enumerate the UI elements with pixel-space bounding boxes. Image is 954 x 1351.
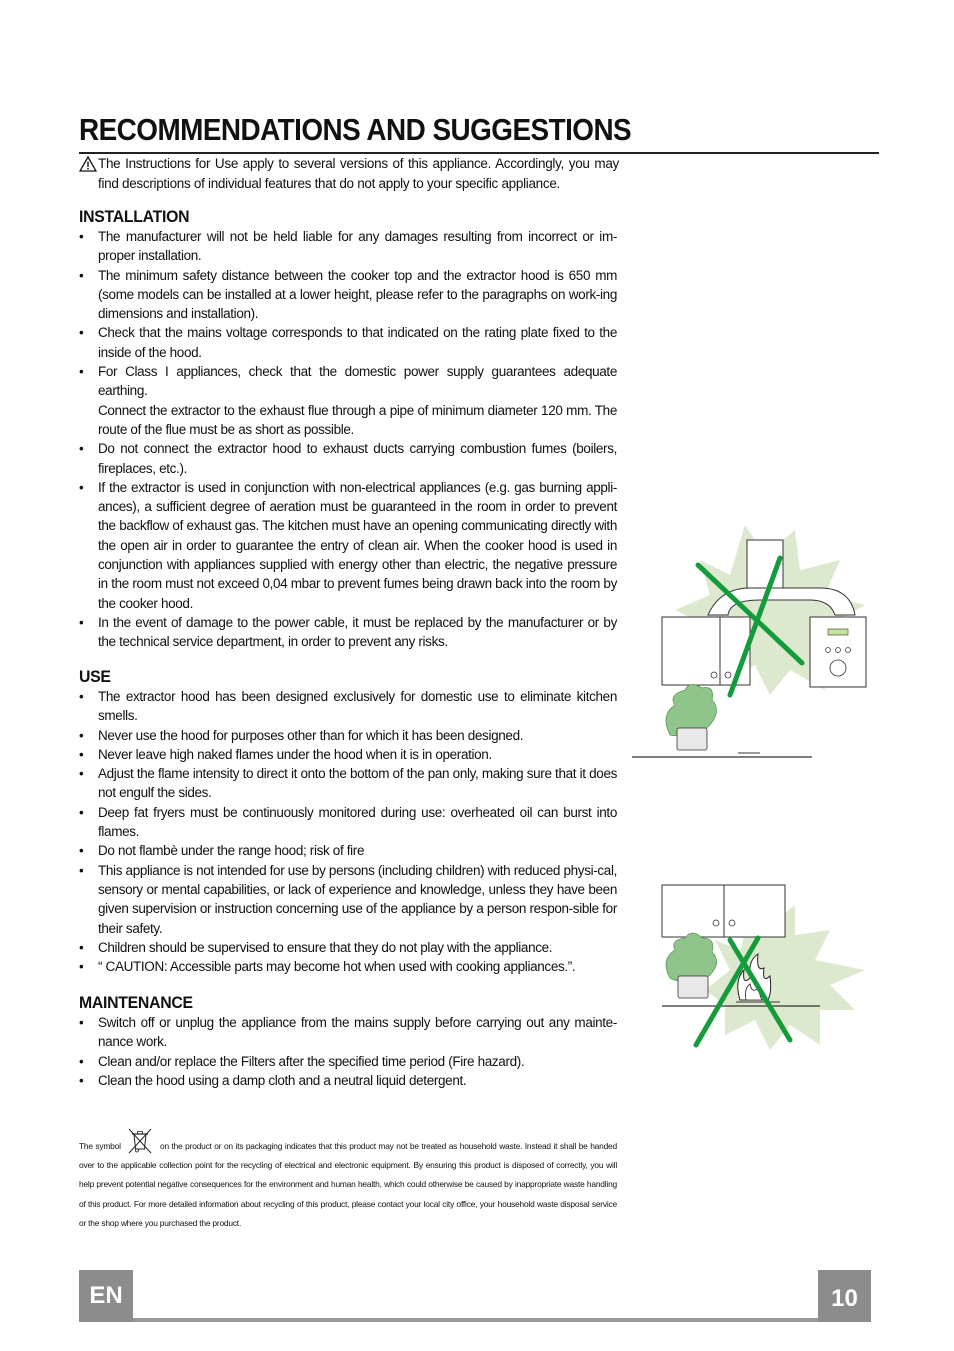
language-badge: EN <box>79 1270 133 1322</box>
list-item <box>79 362 617 439</box>
list-item: • Deep fat fryers must be continuously monitored during use: overheated oil can burst into flames. <box>79 803 617 842</box>
list-item: • This appliance is not intended for use by persons (including children) with reduced physi-cal, sensory or mental capabilities, or lack of experience and knowledge, unless they have been given supervision or instruction concerning use of the appliance by a person respon-sible for their safety. <box>79 861 617 938</box>
maintenance-heading: MAINTENANCE <box>79 993 193 1012</box>
weee-text-before: The symbol <box>79 1141 121 1151</box>
list-item: • In the event of damage to the power cable, it must be replaced by the manufacturer or by the technical service department, in order to prevent any risks. <box>79 613 617 652</box>
page-title: RECOMMENDATIONS AND SUGGESTIONS <box>79 112 632 147</box>
list-item: • Clean the hood using a damp cloth and a neutral liquid detergent. <box>79 1071 617 1090</box>
crossed-out-wheeled-bin-icon <box>127 1127 153 1155</box>
list-item: • Never use the hood for purposes other than for which it has been designed. <box>79 726 617 745</box>
list-item: • Switch off or unplug the appliance from the mains supply before carrying out any mainte-nance work. <box>79 1013 617 1052</box>
oven-unit <box>810 617 866 687</box>
installation-section <box>79 207 617 652</box>
maintenance-section <box>79 993 617 1090</box>
list-item: • Check that the mains voltage corresponds to that indicated on the rating plate fixed to the inside of the hood. <box>79 323 617 362</box>
warning-triangle-icon <box>79 156 97 172</box>
hood-installation-illustration <box>630 520 880 765</box>
list-item-text: For Class I appliances, check that the domestic power supply guarantees adequate earthing. <box>98 364 617 399</box>
list-item: • Do not connect the extractor hood to exhaust ducts carrying combustion fumes (boilers, fireplaces, etc.). <box>79 439 617 478</box>
use-heading: USE <box>79 667 111 686</box>
weee-text-after: on the product or on its packaging indicates that this product may not be treated as household waste. Instead it shall be handed over to the applicable collection point for the recycling of electrical and electronic equipment. By ensuring this product is disposed of correctly, you will help prevent potential negative consequences for the environment and human health, which could otherwise be caused by inappropriate waste handling of this product. For more detailed information about recycling of this product, please contact your local city office, your household waste disposal service or the shop where you purchased the product. <box>79 1141 617 1228</box>
list-item-continuation: Connect the extractor to the exhaust flue through a pipe of minimum diameter 120 mm. The route of the flue must be as short as possible. <box>98 402 617 437</box>
use-section <box>79 667 617 976</box>
maintenance-list <box>79 1013 617 1090</box>
use-list <box>79 687 617 976</box>
list-item: • Children should be supervised to ensure that they do not play with the appliance. <box>79 938 617 957</box>
intro-text: The Instructions for Use apply to several versions of this appliance. Accordingly, you may find descriptions of individual features that do not apply to your specific appliance. <box>98 156 619 191</box>
list-item: • “ CAUTION: Accessible parts may become hot when used with cooking appliances.”. <box>79 957 617 976</box>
installation-heading: INSTALLATION <box>79 207 190 226</box>
weee-notice <box>79 1127 617 1233</box>
intro-note <box>79 154 619 193</box>
list-item: • Clean and/or replace the Filters after the specified time period (Fire hazard). <box>79 1052 617 1071</box>
list-item: • If the extractor is used in conjunction with non-electrical appliances (e.g. gas burning appli-ances), a sufficient degree of aeration must be guaranteed in the room in order to prevent the backflow of exhaust gas. The kitchen must have an opening communicating directly with the open air in order to guarantee the entry of clean air. When the cooker hood is used in conjunction with appliances supplied with energy other than electric, the negative pressure in the room must not exceed 0,04 mbar to prevent fumes being drawn back into the room by the cooker hood. <box>79 478 617 613</box>
installation-list <box>79 227 617 652</box>
flame-warning-illustration <box>630 880 880 1055</box>
list-item: • Never leave high naked flames under the hood when it is in operation. <box>79 745 617 764</box>
list-item: • The extractor hood has been designed exclusively for domestic use to eliminate kitchen smells. <box>79 687 617 726</box>
pot <box>678 976 708 998</box>
pot <box>677 728 707 750</box>
list-item: • Do not flambè under the range hood; risk of fire <box>79 841 617 860</box>
footer-rule <box>79 1318 871 1322</box>
list-item: • Adjust the flame intensity to direct it onto the bottom of the pan only, making sure that it does not engulf the sides. <box>79 764 617 803</box>
steam <box>666 933 717 981</box>
list-item: • The minimum safety distance between the cooker top and the extractor hood is 650 mm (some models can be installed at a lower height, please refer to the paragraphs on work-ing dimensions and installation). <box>79 266 617 324</box>
list-item: • The manufacturer will not be held liable for any damages resulting from incorrect or im-proper installation. <box>79 227 617 266</box>
page-number: 10 <box>818 1270 871 1322</box>
